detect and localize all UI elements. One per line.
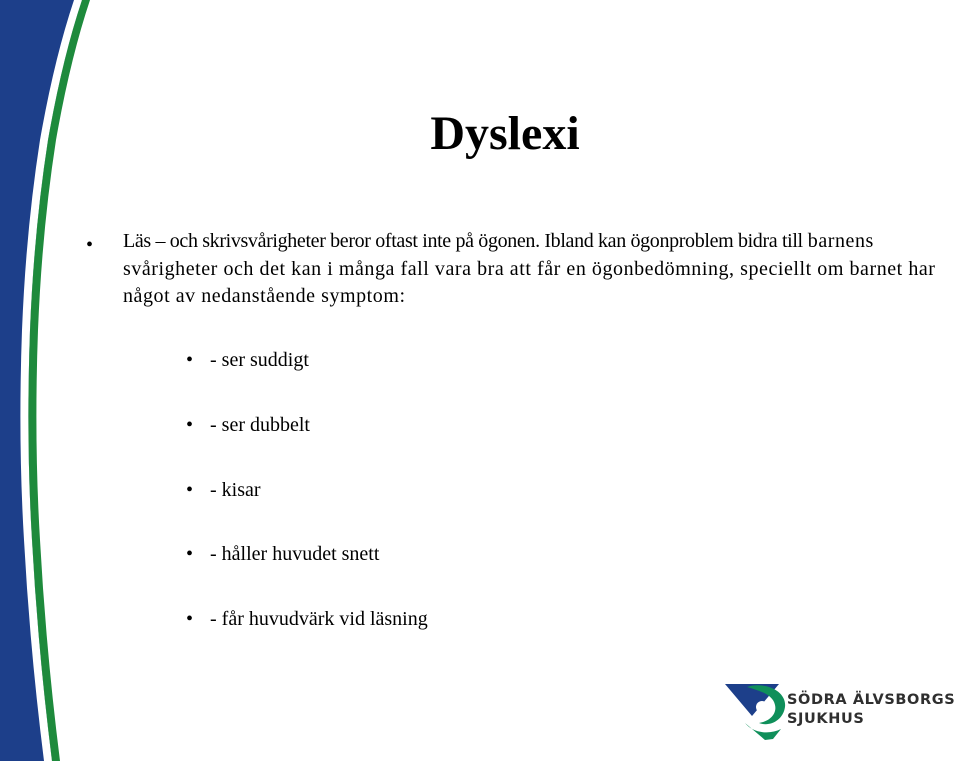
bullet-icon: • [86,234,94,256]
list-item [186,606,428,632]
bullet-icon: • [186,414,194,436]
intro-sentence-1: Läs – och skrivsvårigheter beror oftast inte på ögonen. Ibland kan ögonproblem bidra till [123,230,803,252]
list-item [186,541,379,567]
symptom-text: - ser suddigt [210,349,309,371]
list-item [186,347,309,373]
symptom-text: - ser dubbelt [210,414,310,436]
intro-sentence-2: barnens svårigheter och det kan i många fall vara bra att får en ögonbedömning, speciellt om barnet har något av nedanstående symptom: [123,230,936,307]
slide-title: Dyslexi [430,107,580,160]
symptom-text: - får huvudvärk vid läsning [210,608,428,630]
bullet-icon: • [186,349,194,371]
bullet-icon: • [186,608,194,630]
intro-paragraph [123,228,943,311]
bullet-icon: • [186,543,194,565]
bullet-icon: • [186,479,194,501]
symptom-text: - kisar [210,479,261,501]
logo-text-line-1: SÖDRA ÄLVSBORGS [787,692,956,708]
logo-text-line-2: SJUKHUS [787,711,865,727]
list-item [186,412,310,438]
symptom-text: - håller huvudet snett [210,543,380,565]
list-item [186,477,261,503]
